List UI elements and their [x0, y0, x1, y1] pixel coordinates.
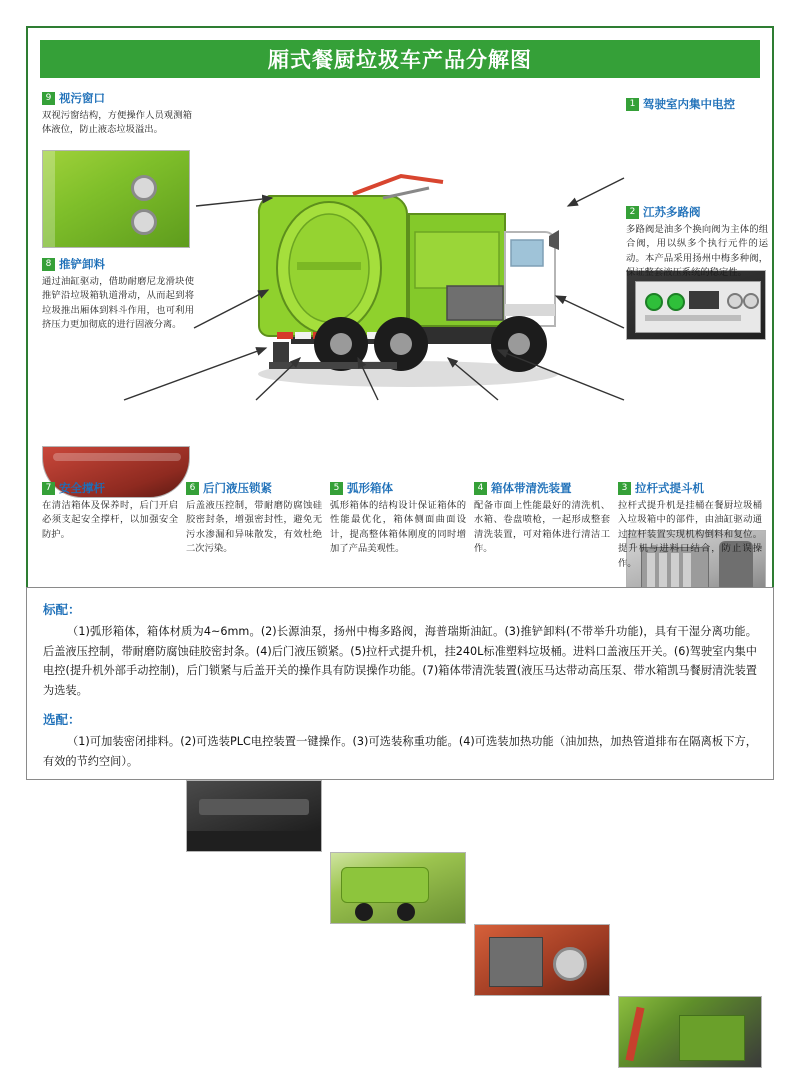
callout-5 [330, 480, 466, 557]
knob-2-icon[interactable] [743, 293, 759, 309]
green-indicator-icon [645, 293, 663, 311]
blade-highlight [53, 453, 181, 461]
lock-cylinder-icon [199, 799, 309, 815]
green-indicator-2-icon [667, 293, 685, 311]
spec-box [26, 587, 774, 780]
callout-7 [42, 480, 178, 542]
lifter-arm-icon [625, 1007, 644, 1061]
callout-1-label: 驾驶室内集中电控 [643, 97, 735, 111]
sight-glass-window-lower-icon [131, 209, 157, 235]
callout-4-label: 箱体带清洗装置 [491, 481, 572, 495]
display-screen [689, 291, 719, 309]
callout-3 [618, 480, 762, 571]
main-truck-illustration [233, 136, 573, 406]
photo-edge-highlight [43, 151, 55, 248]
callout-2-label: 江苏多路阀 [643, 205, 701, 219]
lever-lifter-photo [618, 996, 762, 1068]
callout-8-desc: 通过油缸驱动，借助耐磨尼龙滑块使推铲沿垃圾箱轨道滑动，从而起到将垃圾推出厢体到料斗作用，也可利用挤压力更加彻底的进行固液分离。 [42, 276, 194, 331]
callout-6-label: 后门液压锁紧 [203, 481, 272, 495]
callout-9-label: 视污窗口 [59, 91, 105, 105]
spec-optional [43, 710, 757, 771]
callout-7-label: 安全撑杆 [59, 481, 105, 495]
callout-6-header [186, 480, 322, 496]
bin-icon [679, 1015, 745, 1061]
callout-9-desc: 双视污窗结构，方便操作人员观测箱体液位，防止液态垃圾溢出。 [42, 110, 192, 136]
spec-standard [43, 600, 757, 700]
page-title: 厢式餐厨垃圾车产品分解图 [268, 48, 532, 72]
callout-9-badge: 9 [42, 92, 55, 105]
arc-body-icon [341, 867, 429, 903]
photo-base-shadow-6 [187, 831, 322, 852]
callout-1 [626, 96, 766, 115]
callout-2-badge: 2 [626, 206, 639, 219]
callout-3-badge: 3 [618, 482, 631, 495]
callout-4-badge: 4 [474, 482, 487, 495]
wheel-icon [355, 903, 373, 921]
callout-2-header [626, 204, 768, 220]
arrow-1 [568, 178, 624, 206]
callout-5-desc: 弧形箱体的结构设计保证箱体的性能最优化，箱体侧面曲面设计，提高整体箱体刚度的同时增加了产品美观性。 [330, 500, 466, 555]
callout-9-header [42, 90, 192, 106]
sight-glass-photo [42, 150, 190, 248]
washing-pump-icon [489, 937, 543, 987]
sight-glass-window-upper-icon [131, 175, 157, 201]
spec-standard-text: （1)弧形箱体，箱体材质为4~6mm。(2)长源油泵，扬州中梅多路阀，海普瑞斯油缸。(3)推铲卸料(不带举升功能)，具有干湿分离功能。后盖液压控制，带耐磨防腐蚀硅胶密封条。(4)后门液压锁紧。(5)拉杆式提升机，挂240L标准塑料垃圾桶。进料口盖液压开关。(6)驾驶室内集中电控(提升机外部手动控制)，后门锁紧与后盖开关的操作具有防误操作功能。(7)箱体带清洗装置(液压马达带动高压泵、带水箱凯马餐厨清洗装置为选装。 [43, 625, 757, 697]
callout-5-label: 弧形箱体 [347, 481, 393, 495]
callout-7-badge: 7 [42, 482, 55, 495]
callout-7-desc: 在清洁箱体及保养时，后门开启必须支起安全撑杆，以加强安全防护。 [42, 500, 178, 540]
callout-6-desc: 后盖液压控制，带耐磨防腐蚀硅胶密封条，增强密封性，避免无污水渗漏和异味散发，有效杜绝二次污染。 [186, 500, 322, 555]
spec-optional-text: （1)可加装密闭排料。(2)可选装PLC电控装置一键操作。(3)可选装称重功能。(4)可选装加热功能（油加热，加热管道排布在隔离板下方，有效的节约空间）。 [43, 735, 757, 768]
callout-1-header [626, 96, 766, 112]
callout-4 [474, 480, 610, 557]
wheel-2-icon [397, 903, 415, 921]
callout-4-desc: 配备市面上性能最好的清洗机、水箱、卷盘喷枪，一起形成整套清洗装置，可对箱体进行清洁工作。 [474, 500, 610, 555]
spec-standard-title: 标配： [43, 602, 81, 617]
callout-9 [42, 90, 192, 138]
callout-5-badge: 5 [330, 482, 343, 495]
callout-3-label: 拉杆式提斗机 [635, 481, 704, 495]
tank-washing-device-photo [474, 924, 610, 996]
diagram-title-bar [40, 40, 760, 78]
callout-6-badge: 6 [186, 482, 199, 495]
arc-tank-body-photo [330, 852, 466, 924]
callout-4-header [474, 480, 610, 496]
callout-6 [186, 480, 322, 557]
callout-3-header [618, 480, 762, 496]
callout-2-desc: 多路阀是油多个换向阀为主体的组合阀，用以纵多个执行元件的运动。本产品采用扬州中梅多种阀，保证整套液压系统的稳定性。 [626, 224, 768, 279]
callout-5-header [330, 480, 466, 496]
callout-2 [626, 204, 768, 281]
callout-8-badge: 8 [42, 258, 55, 271]
callout-8 [42, 256, 194, 333]
truck-svg [233, 136, 573, 406]
hose-reel-icon [553, 947, 587, 981]
callout-1-badge: 1 [626, 98, 639, 111]
callout-3-desc: 拉杆式提升机是挂桶在餐厨垃圾桶入垃圾箱中的部件，由油缸驱动通过拉杆装置实现机构倒料和复位。提升机与进料口结合，防止误操作。 [618, 500, 762, 569]
panel-strip [645, 315, 741, 321]
knob-icon[interactable] [727, 293, 743, 309]
spec-optional-title: 选配： [43, 712, 81, 728]
callout-8-label: 推铲卸料 [59, 257, 105, 271]
callout-8-header [42, 256, 194, 272]
rear-door-hydraulic-lock-photo [186, 780, 322, 852]
callout-7-header [42, 480, 178, 496]
